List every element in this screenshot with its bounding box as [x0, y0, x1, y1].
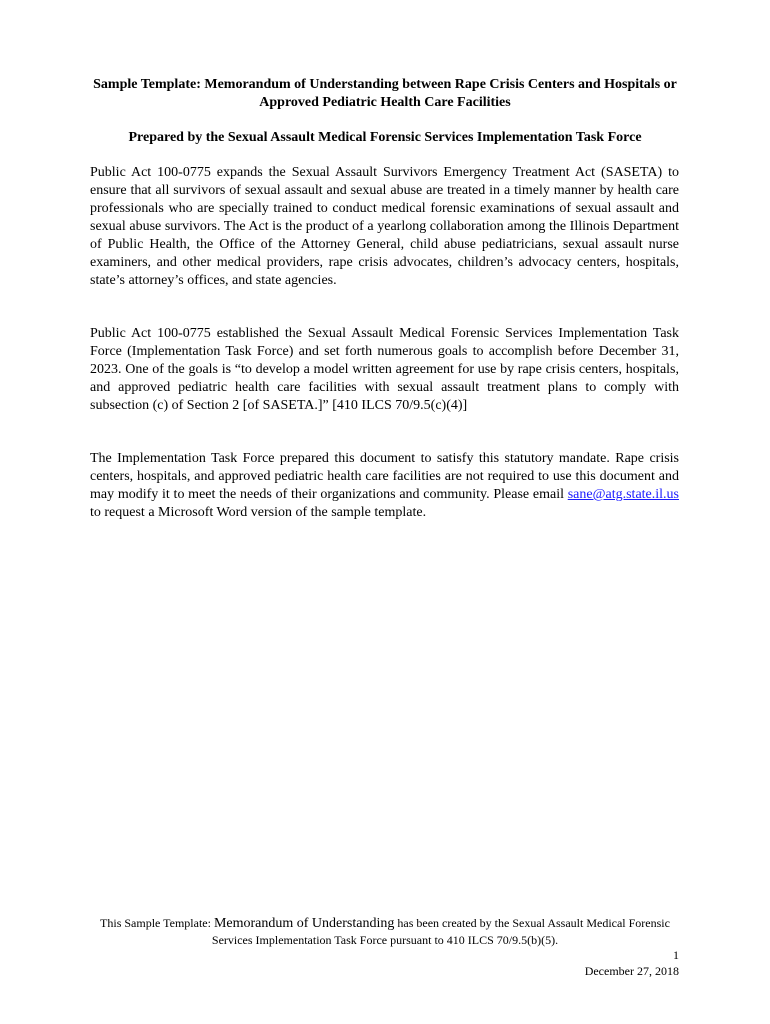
- paragraph-usage-note: [90, 450, 679, 522]
- paragraph-usage-text-end: to request a Microsoft Word version of the sample template.: [90, 505, 427, 520]
- page-number: 1: [673, 948, 679, 962]
- document-date: December 27, 2018: [584, 964, 679, 978]
- footer-note-end: has been created by the Sexual Assault Medical Forensic Services Implementation Task Force pursuant to 410 ILCS 70/9.5(b)(5).: [211, 916, 670, 947]
- paragraph-task-force-goals: Public Act 100-0775 established the Sexual Assault Medical Forensic Services Implementation Task Force (Implementation Task Force) and set forth numerous goals to accomplish before December 31, 2023. One of the goals is “to develop a model written agreement for use by rape crisis centers, hospitals, and approved pediatric health care facilities with sexual assault treatment plans to comply with subsection (c) of Section 2 [of SASETA.]” [410 ILCS 70/9.5(c)(4)]: [90, 326, 679, 413]
- email-link[interactable]: sane@atg.state.il.us: [567, 487, 679, 502]
- paragraph-usage-text-start: The Implementation Task Force prepared this document to satisfy this statutory mandate. Rape crisis centers, hospitals, and approved pediatric health care facilities are not required to use this document and may modify it to meet the needs of their organizations and community. Please email: [90, 451, 679, 502]
- document-subtitle: Prepared by the Sexual Assault Medical Forensic Services Implementation Task Force: [128, 130, 642, 145]
- document-title: Sample Template: Memorandum of Understanding between Rape Crisis Centers and Hospitals or Approved Pediatric Health Care Facilities: [93, 77, 677, 110]
- footer-note-start: This Sample Template:: [100, 916, 214, 930]
- footer-note: [90, 915, 680, 948]
- footer-note-mou: Memorandum of Understanding: [213, 916, 395, 931]
- paragraph-saseta-overview: Public Act 100-0775 expands the Sexual Assault Survivors Emergency Treatment Act (SASETA) to ensure that all survivors of sexual assault and sexual abuse are treated in a timely manner by health care professionals who are specially trained to conduct medical forensic examinations of sexual assault and sexual abuse survivors. The Act is the product of a yearlong collaboration among the Illinois Department of Public Health, the Office of the Attorney General, child abuse pediatricians, sexual assault nurse examiners, and other medical providers, rape crisis advocates, children’s advocacy centers, hospitals, state’s attorney’s offices, and state agencies.: [90, 165, 679, 288]
